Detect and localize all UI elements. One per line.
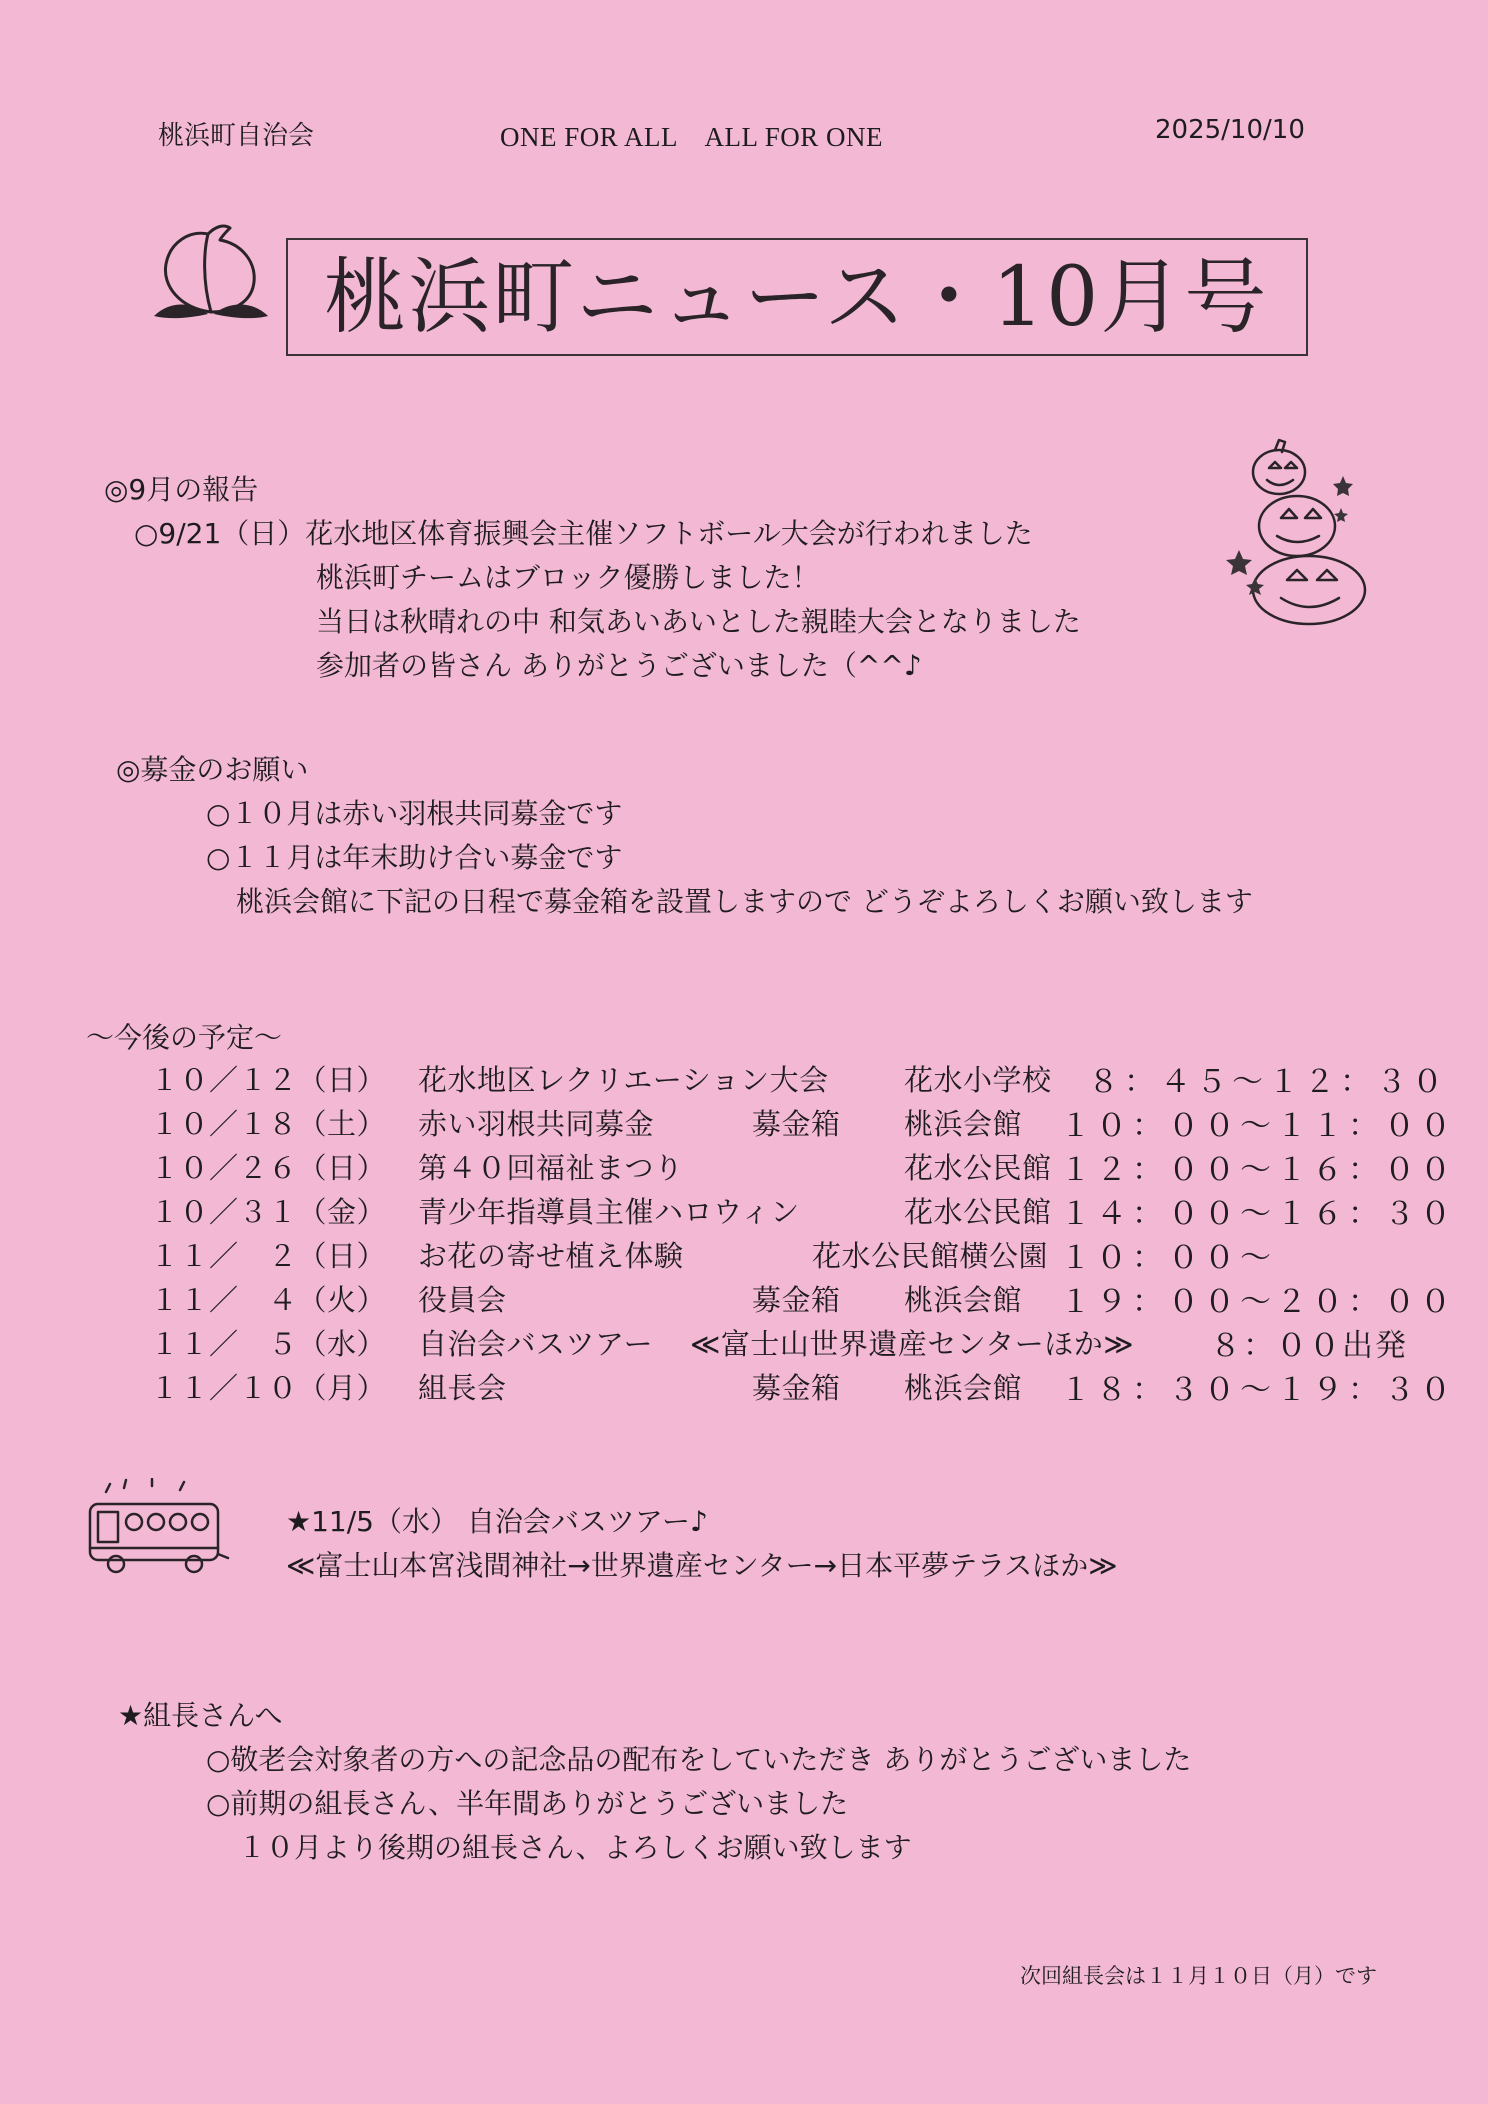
schedule-note: 募金箱 (752, 1371, 841, 1405)
report-line: 当日は秋晴れの中 和気あいあいとした親睦大会となりました (316, 605, 1081, 638)
leaders-line: ○前期の組長さん、半年間ありがとうございました (206, 1787, 849, 1820)
schedule-event: 組長会 (418, 1371, 507, 1405)
leaders-heading: ★組長さんへ (118, 1699, 283, 1732)
schedule-time: １９：００～２０：００ (1060, 1284, 1456, 1320)
schedule-place: 桃浜会館 (904, 1283, 1023, 1317)
schedule-date: １１／１０（月） (150, 1371, 387, 1405)
schedule-date: １０／２６（日） (150, 1151, 387, 1185)
report-line: ○9/21（日）花水地区体育振興会主催ソフトボール大会が行われました (134, 517, 1033, 550)
schedule-time: ８：４５～１２：３０ (1088, 1064, 1448, 1100)
schedule-date: １０／１８（土） (150, 1107, 387, 1141)
schedule-event: 自治会バスツアー (418, 1327, 654, 1361)
september-report-heading: ◎9月の報告 (104, 473, 259, 506)
schedule-note: ≪富士山世界遺産センターほか≫ (690, 1327, 1135, 1361)
peach-icon (150, 220, 272, 330)
issue-date: 2025/10/10 (1155, 115, 1305, 145)
donation-heading: ◎募金のお願い (116, 753, 309, 786)
schedule-date: １０／３１（金） (150, 1195, 387, 1229)
schedule-date: １０／１２（日） (150, 1063, 387, 1097)
jack-o-lantern-icon (1225, 438, 1375, 628)
schedule-note: 募金箱 (752, 1107, 841, 1141)
next-meeting-note: 次回組長会は１１月１０日（月）です (1020, 1964, 1377, 1988)
schedule-event: 第４０回福祉まつり (418, 1151, 684, 1185)
donation-line: ○１０月は赤い羽根共同募金です (206, 797, 623, 830)
schedule-heading: ～今後の予定～ (86, 1021, 283, 1054)
schedule-date: １１／ ４（火） (150, 1283, 387, 1317)
schedule-time: １４：００～１６：３０ (1060, 1196, 1456, 1232)
schedule-place: 花水公民館 (904, 1195, 1052, 1229)
bus-tour-route: ≪富士山本宮浅間神社→世界遺産センター→日本平夢テラスほか≫ (286, 1549, 1118, 1582)
schedule-date: １１／ ５（水） (150, 1327, 387, 1361)
schedule-time: １０：００～ (1060, 1240, 1276, 1276)
schedule-time: １０：００～１１：００ (1060, 1108, 1456, 1144)
schedule-event: 花水地区レクリエーション大会 (418, 1063, 829, 1097)
report-line: 参加者の皆さん ありがとうございました（^^♪ (316, 649, 922, 682)
schedule-time: １８：３０～１９：３０ (1060, 1372, 1456, 1408)
schedule-place: 花水公民館横公園 (812, 1239, 1049, 1273)
donation-line: 桃浜会館に下記の日程で募金箱を設置しますので どうぞよろしくお願い致します (236, 885, 1253, 918)
schedule-place: 桃浜会館 (904, 1107, 1023, 1141)
schedule-event: 青少年指導員主催ハロウィン (418, 1195, 800, 1229)
schedule-time: ８：００出発 (1210, 1328, 1408, 1364)
motto: ONE FOR ALL ALL FOR ONE (500, 122, 884, 152)
title-box (286, 238, 1308, 356)
schedule-place: 花水小学校 (904, 1063, 1052, 1097)
schedule-time: １２：００～１６：００ (1060, 1152, 1456, 1188)
bus-icon (84, 1478, 234, 1578)
bus-tour-title: ★11/5（水） 自治会バスツアー♪ (286, 1505, 708, 1538)
schedule-event: 役員会 (418, 1283, 507, 1317)
schedule-event: お花の寄せ植え体験 (418, 1239, 684, 1273)
schedule-place: 花水公民館 (904, 1151, 1052, 1185)
leaders-line: １０月より後期の組長さん、よろしくお願い致します (238, 1831, 912, 1864)
leaders-line: ○敬老会対象者の方への記念品の配布をしていただき ありがとうございました (206, 1743, 1192, 1776)
schedule-place: 桃浜会館 (904, 1371, 1023, 1405)
report-line: 桃浜町チームはブロック優勝しました！ (316, 561, 820, 594)
schedule-event: 赤い羽根共同募金 (418, 1107, 655, 1141)
donation-line: ○１１月は年末助け合い募金です (206, 841, 623, 874)
schedule-date: １１／ ２（日） (150, 1239, 387, 1273)
newsletter-title: 桃浜町ニュース・10月号 (324, 250, 1269, 345)
organization-name: 桃浜町自治会 (158, 121, 315, 151)
schedule-note: 募金箱 (752, 1283, 841, 1317)
